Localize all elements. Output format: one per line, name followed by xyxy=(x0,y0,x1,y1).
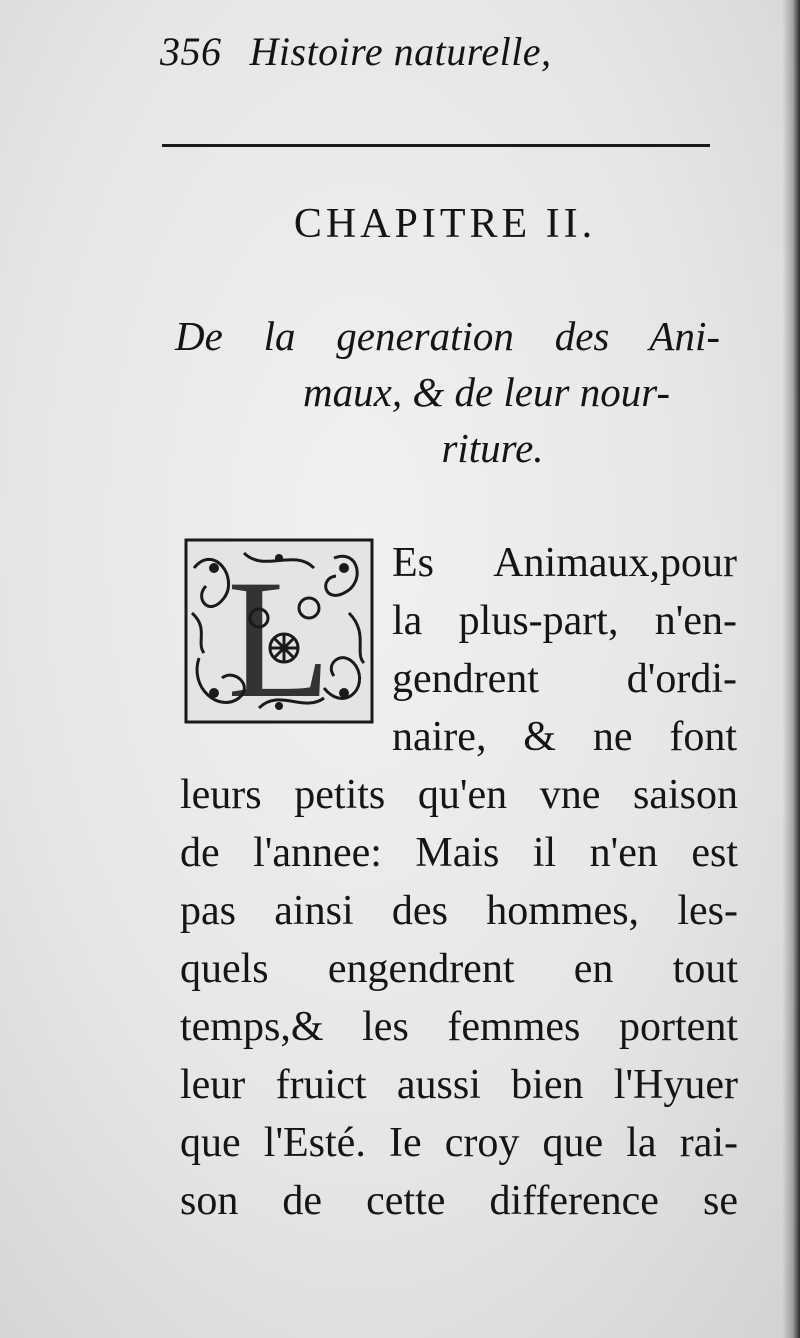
header-rule xyxy=(162,144,710,147)
ornamental-drop-cap xyxy=(184,538,374,724)
text-line: son de cette difference se xyxy=(180,1178,738,1224)
text-line: de l'annee: Mais il n'en est xyxy=(180,830,738,876)
floral-initial-icon xyxy=(184,538,374,724)
text-line: naire, & ne font xyxy=(392,714,737,760)
text-line: pas ainsi des hommes, les- xyxy=(180,888,738,934)
running-head xyxy=(160,28,720,75)
subtitle-line: De la generation des Ani- xyxy=(175,313,720,359)
text-line: Es Animaux,pour xyxy=(392,540,737,586)
text-line: leurs petits qu'en vne saison xyxy=(180,772,738,818)
chapter-title: CHAPITRE II. xyxy=(293,201,597,247)
paragraph-full-width xyxy=(180,766,738,1230)
text-line: leur fruict aussi bien l'Hyuer xyxy=(180,1062,738,1108)
text-line: temps,& les femmes portent xyxy=(180,1004,738,1050)
chapter-subtitle xyxy=(175,308,720,476)
subtitle-line: riture. xyxy=(441,425,544,471)
paragraph-beside-cap xyxy=(392,534,737,766)
text-line: quels engendrent en tout xyxy=(180,946,738,992)
drop-cap-letter: L xyxy=(227,545,331,724)
text-line: que l'Esté. Ie croy que la rai- xyxy=(180,1120,738,1166)
running-title: Histoire naturelle, xyxy=(249,29,552,74)
text-line: gendrent d'ordi- xyxy=(392,656,737,702)
page-edge-shadow xyxy=(782,0,800,1338)
page-number: 356 xyxy=(160,29,222,74)
text-line: la plus-part, n'en- xyxy=(392,598,737,644)
subtitle-line: maux, & de leur nour- xyxy=(303,369,670,415)
